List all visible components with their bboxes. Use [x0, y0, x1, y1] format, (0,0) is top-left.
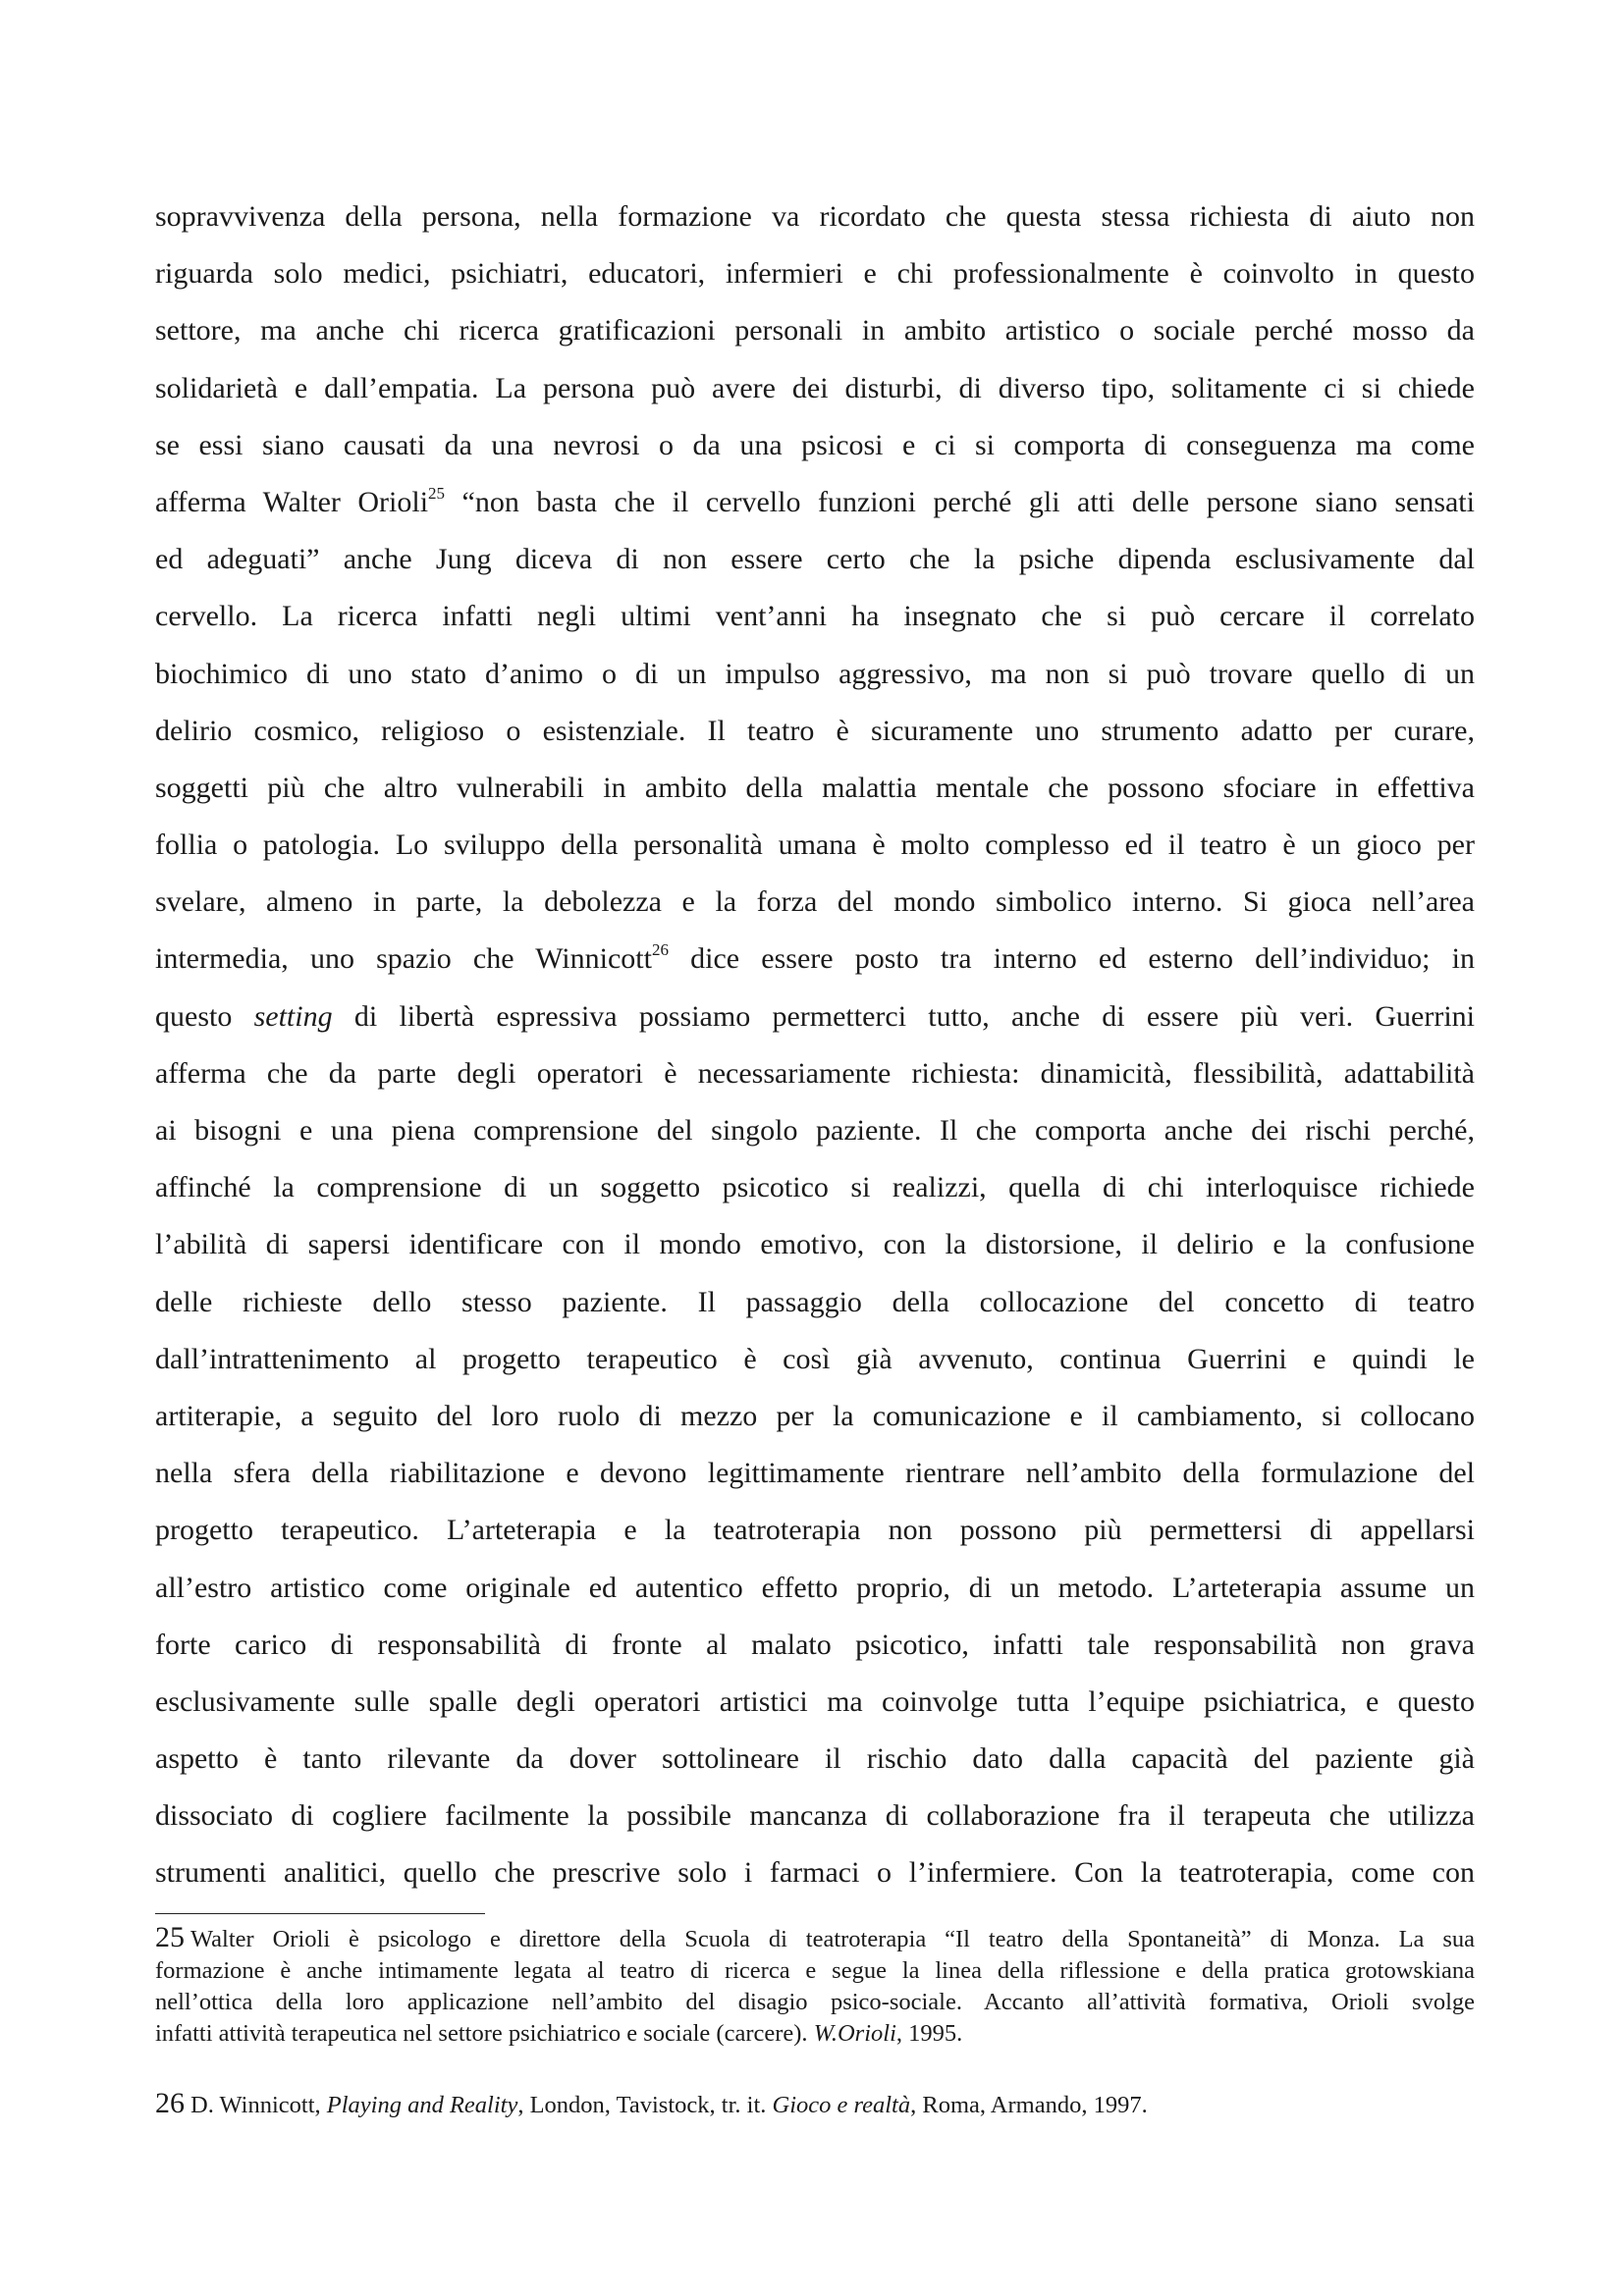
- text-line: biochimico di uno stato d’animo o di un impulso aggressivo, ma non si può trovare quello di un: [155, 657, 1475, 690]
- text-line: strumenti analitici, quello che prescrive solo i farmaci o l’infermiere. Con la teatroterapia, come con: [155, 1856, 1475, 1890]
- text-line: affinché la comprensione di un soggetto psicotico si realizzi, quella di chi interloquisce richiede: [155, 1171, 1475, 1204]
- text-line: forte carico di responsabilità di fronte al malato psicotico, infatti tale responsabilità non grava: [155, 1628, 1475, 1661]
- text-line: ai bisogni e una piena comprensione del singolo paziente. Il che comporta anche dei rischi perché,: [155, 1114, 1475, 1147]
- footnote-line: [155, 2018, 1475, 2050]
- footnote-line: nell’ottica della loro applicazione nell’ambito del disagio psico-sociale. Accanto all’attività formativa, Orioli svolge: [155, 1989, 1475, 2015]
- footnote-number: 25: [155, 1921, 185, 1953]
- footnote-25: [155, 1922, 1475, 2050]
- text-line: settore, ma anche chi ricerca gratificazioni personali in ambito artistico o sociale perché mosso da: [155, 314, 1475, 347]
- text-line: all’estro artistico come originale ed autentico effetto proprio, di un metodo. L’arteterapia assume un: [155, 1571, 1475, 1604]
- italic-title: Gioco e realtà: [772, 2092, 911, 2118]
- text-line: sopravvivenza della persona, nella formazione va ricordato che questa stessa richiesta di aiuto non: [155, 200, 1475, 233]
- italic-term: setting: [253, 999, 333, 1033]
- text-line: afferma che da parte degli operatori è necessariamente richiesta: dinamicità, flessibilità, adattabilità: [155, 1056, 1475, 1090]
- text-line: [155, 988, 1475, 1045]
- text-line: soggetti più che altro vulnerabili in ambito della malattia mentale che possono sfociare in effettiva: [155, 771, 1475, 804]
- text-line: ed adeguati” anche Jung diceva di non essere certo che la psiche dipenda esclusivamente dal: [155, 543, 1475, 576]
- text-line: svelare, almeno in parte, la debolezza e la forza del mondo simbolico interno. Si gioca nell’area: [155, 885, 1475, 919]
- text-span: , Roma, Armando, 1997.: [910, 2092, 1148, 2118]
- text-span: di libertà espressiva possiamo permetterci tutto, anche di essere più veri. Guerrini: [332, 999, 1476, 1033]
- text-span: questo: [155, 999, 254, 1033]
- footnote-ref-26[interactable]: 26: [651, 940, 669, 960]
- text-span: , London, Tavistock, tr. it.: [517, 2092, 773, 2118]
- footnote-line: [155, 1922, 1475, 1955]
- text-line: esclusivamente sulle spalle degli operatori artistici ma coinvolge tutta l’equipe psichiatrica, e questo: [155, 1684, 1475, 1718]
- text-line: dall’intrattenimento al progetto terapeutico è così già avvenuto, continua Guerrini e quindi le: [155, 1342, 1475, 1375]
- footnote-ref-25[interactable]: 25: [428, 483, 446, 503]
- footnote-line: formazione è anche intimamente legata al teatro di ricerca e segue la linea della riflessione e della pratica grotowskiana: [155, 1957, 1475, 1984]
- text-line: [155, 931, 1475, 988]
- text-line: delle richieste dello stesso paziente. Il passaggio della collocazione del concetto di teatro: [155, 1285, 1475, 1318]
- text-span: , 1995.: [895, 2020, 963, 2047]
- text-line: delirio cosmico, religioso o esistenziale. Il teatro è sicuramente uno strumento adatto per curare,: [155, 714, 1475, 747]
- text-line: riguarda solo medici, psichiatri, educatori, infermieri e chi professionalmente è coinvolto in questo: [155, 257, 1475, 291]
- text-span: “non basta che il cervello funzioni perché gli atti delle persone siano sensati: [445, 485, 1475, 518]
- italic-citation: W.Orioli: [813, 2020, 896, 2047]
- text-line: nella sfera della riabilitazione e devono legittimamente rientrare nell’ambito della formulazione del: [155, 1457, 1475, 1490]
- text-span: afferma Walter Orioli: [155, 485, 429, 518]
- text-line: cervello. La ricerca infatti negli ultimi vent’anni ha insegnato che si può cercare il correlato: [155, 600, 1475, 633]
- italic-title: Playing and Reality: [326, 2092, 518, 2118]
- text-line: solidarietà e dall’empatia. La persona può avere dei disturbi, di diverso tipo, solitamente ci si chiede: [155, 371, 1475, 404]
- text-line: se essi siano causati da una nevrosi o da una psicosi e ci si comporta di conseguenza ma come: [155, 428, 1475, 461]
- text-span: D. Winnicott,: [190, 2092, 327, 2118]
- text-span: dice essere posto tra interno ed esterno dell’individuo; in: [668, 942, 1475, 976]
- text-span: intermedia, uno spazio che Winnicott: [155, 942, 652, 976]
- text-span: Walter Orioli è psicologo e direttore della Scuola di teatroterapia “Il teatro della Spontaneità” di Monza. La sua: [190, 1926, 1475, 1952]
- text-line: artiterapie, a seguito del loro ruolo di mezzo per la comunicazione e il cambiamento, si collocano: [155, 1399, 1475, 1432]
- text-line: follia o patologia. Lo sviluppo della personalità umana è molto complesso ed il teatro è un gioco per: [155, 828, 1475, 862]
- footnote-separator: [155, 1913, 485, 1914]
- text-line: [155, 474, 1475, 531]
- text-span: infatti attività terapeutica nel settore psichiatrico e sociale (carcere).: [155, 2020, 814, 2047]
- body-paragraph: [155, 188, 1475, 1902]
- text-line: dissociato di cogliere facilmente la possibile mancanza di collaborazione fra il terapeuta che utilizza: [155, 1799, 1475, 1833]
- footnote-line: [155, 2088, 1475, 2121]
- footnote-number: 26: [155, 2087, 185, 2119]
- text-line: aspetto è tanto rilevante da dover sottolineare il rischio dato dalla capacità del paziente già: [155, 1742, 1475, 1776]
- text-line: l’abilità di sapersi identificare con il mondo emotivo, con la distorsione, il delirio e la confusione: [155, 1228, 1475, 1261]
- text-line: progetto terapeutico. L’arteterapia e la teatroterapia non possono più permettersi di appellarsi: [155, 1514, 1475, 1547]
- footnote-26: [155, 2088, 1475, 2121]
